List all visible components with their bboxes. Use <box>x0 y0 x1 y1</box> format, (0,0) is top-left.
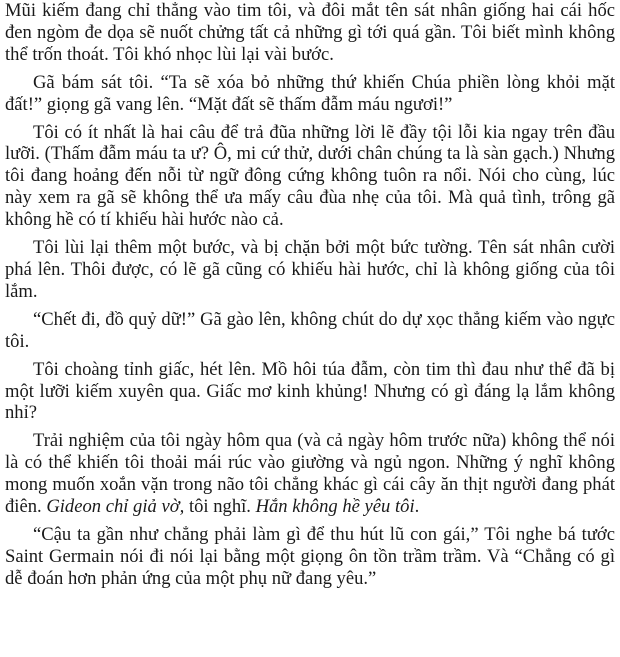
paragraph-text: Mũi kiếm đang chỉ thẳng vào tim tôi, và đôi mắt tên sát nhân giống hai cái hốc đen ngòm đe dọa sẽ nuốt chửng tất cả những gì tới quá gần. Tôi biết mình không thể trốn thoát. Tôi khó nhọc lùi lại vài bước. <box>5 0 615 65</box>
paragraph-6 <box>5 359 615 425</box>
paragraph-5 <box>5 309 615 353</box>
italic-thought: Hắn không hề yêu tôi <box>255 496 415 518</box>
paragraph-text: Tôi lùi lại thêm một bước, và bị chặn bởi một bức tường. Tên sát nhân cười phá lên. Thôi được, có lẽ gã cũng có khiếu hài hước, chỉ là không giống của tôi lắm. <box>5 237 615 302</box>
paragraph-7 <box>5 430 615 518</box>
paragraph-text: . <box>414 496 420 518</box>
paragraph-3 <box>5 122 615 232</box>
paragraph-text: Trải nghiệm của tôi ngày hôm qua (và cả ngày hôm trước nữa) không thể nói là có thể khiến tôi thoải mái rúc vào giường và ngủ ngon. Những ý nghĩ không mong muốn xoắn vặn trong não tôi chẳng khác gì cái cây ăn thịt người đang phát điên. <box>5 430 615 518</box>
paragraph-text: “Chết đi, đồ quỷ dữ!” Gã gào lên, không chút do dự xọc thẳng kiếm vào ngực tôi. <box>5 308 615 352</box>
paragraph-4 <box>5 237 615 303</box>
paragraph-8 <box>5 524 615 590</box>
book-page <box>5 0 615 596</box>
paragraph-text: Tôi có ít nhất là hai câu để trả đũa những lời lẽ đầy tội lỗi kia ngay trên đầu lưỡi. (Thấm đẫm máu ta ư? Ô, mi cứ thử, dưới chân chúng ta là sàn gạch.) Nhưng tôi đang hoảng đến nỗi từ ngữ đông cứng không tuôn ra nổi. Nói cho cùng, lúc này xem ra gã sẽ không thể ưa mấy câu đùa nhẹ của tôi. Mà quả tình, trông gã không hề có tí khiếu hài hước nào cả. <box>5 121 615 231</box>
paragraph-2 <box>5 72 615 116</box>
paragraph-text: Tôi choàng tỉnh giấc, hét lên. Mồ hôi túa đẫm, còn tim thì đau như thể đã bị một lưỡi kiếm xuyên qua. Giấc mơ kinh khủng! Nhưng có gì đáng lạ lắm không nhỉ? <box>5 358 615 424</box>
paragraph-1 <box>5 0 615 66</box>
paragraph-text: “Cậu ta gần như chẳng phải làm gì để thu hút lũ con gái,” Tôi nghe bá tước Saint Germain nói đi nói lại bằng một giọng ôn tồn trầm trầm. Và “Chẳng có gì dễ đoán hơn phản ứng của một phụ nữ đang yêu.” <box>5 523 615 589</box>
paragraph-text: tôi nghĩ. <box>184 496 256 518</box>
paragraph-text: Gã bám sát tôi. “Ta sẽ xóa bỏ những thứ khiến Chúa phiền lòng khỏi mặt đất!” giọng gã vang lên. “Mặt đất sẽ thấm đẫm máu ngươi!” <box>5 71 615 115</box>
italic-thought: Gideon chỉ giả vờ, <box>46 496 185 518</box>
